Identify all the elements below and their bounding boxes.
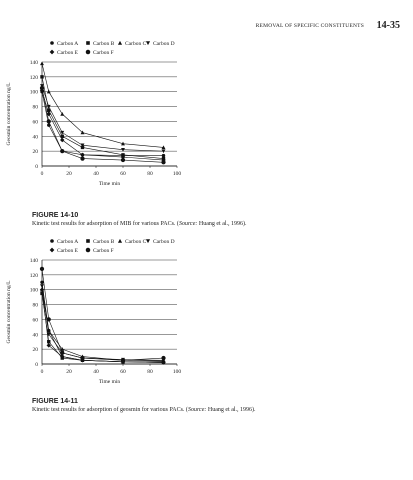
x-tick-label: 20	[66, 171, 72, 177]
legend-marker	[86, 248, 91, 253]
figure-14-11-chart	[0, 236, 200, 386]
series-carbon-c	[40, 288, 165, 363]
y-tick-label: 100	[29, 287, 38, 294]
data-point	[121, 158, 125, 162]
legend-label: Carbon C	[125, 239, 147, 245]
x-tick-label: 0	[40, 369, 44, 375]
x-axis-label: Time min	[98, 181, 121, 187]
legend-label: Carbon A	[57, 239, 79, 245]
y-tick-label: 120	[29, 272, 38, 279]
x-tick-label: 0	[40, 171, 44, 177]
legend-label: Carbon F	[93, 248, 114, 254]
y-tick-label: 60	[32, 119, 38, 126]
legend-label: Carbon E	[57, 50, 78, 56]
y-tick-label: 20	[32, 347, 38, 354]
x-axis-label: Time min	[98, 379, 121, 385]
series-carbon-c	[40, 61, 165, 149]
y-tick-label: 140	[29, 60, 38, 66]
data-point	[60, 112, 64, 116]
legend-label: Carbon C	[125, 41, 147, 47]
series-carbon-b	[40, 292, 165, 364]
figure-14-10-number: FIGURE 14-10	[32, 212, 79, 219]
x-tick-label: 100	[172, 369, 182, 375]
data-point	[60, 351, 64, 355]
series-line	[42, 63, 164, 147]
figure-14-10-caption	[32, 221, 247, 227]
caption-text: Huang et al., 1996).	[197, 221, 247, 227]
series-line	[42, 86, 164, 151]
figure-14-10-chart	[0, 38, 200, 188]
data-point	[80, 156, 84, 160]
legend-marker	[50, 41, 54, 45]
data-point	[47, 317, 51, 321]
caption-source: Source:	[178, 221, 198, 227]
x-tick-label: 80	[147, 171, 153, 177]
series-carbon-d	[40, 84, 165, 153]
legend	[50, 239, 175, 254]
data-point	[162, 154, 165, 157]
data-point	[161, 160, 165, 164]
legend-label: Carbon D	[153, 41, 175, 47]
y-axis-label: Geosmin concentration ng/L	[6, 280, 12, 344]
data-point	[40, 267, 44, 271]
legend-marker	[86, 239, 90, 243]
data-point	[47, 340, 50, 343]
data-point	[80, 356, 84, 360]
series-carbon-f	[40, 86, 166, 165]
y-tick-label: 80	[32, 302, 38, 309]
series-line	[42, 90, 164, 160]
y-tick-label: 0	[35, 164, 38, 170]
y-axis-label: Geosmin concentration ng/L	[6, 82, 12, 146]
y-tick-label: 140	[29, 258, 38, 264]
legend-label: Carbon B	[93, 41, 115, 47]
x-tick-label: 60	[120, 369, 126, 375]
data-point	[47, 119, 51, 123]
x-tick-label: 40	[93, 171, 99, 177]
legend-marker	[118, 41, 122, 45]
data-point	[121, 358, 125, 362]
legend-label: Carbon B	[93, 239, 115, 245]
series-carbon-e	[40, 288, 166, 365]
y-tick-label: 40	[32, 134, 38, 141]
legend-label: Carbon E	[57, 248, 78, 254]
y-tick-label: 40	[32, 332, 38, 339]
data-point	[161, 356, 165, 360]
data-point	[60, 138, 64, 142]
caption-text: Huang et al., 1996).	[206, 407, 256, 413]
data-point	[60, 149, 64, 153]
y-tick-label: 80	[32, 104, 38, 111]
data-point	[40, 284, 44, 288]
running-head	[240, 20, 400, 34]
legend-marker	[146, 41, 150, 45]
legend-marker	[50, 239, 54, 243]
legend-label: Carbon A	[57, 41, 79, 47]
legend-label: Carbon F	[93, 50, 114, 56]
x-tick-label: 60	[120, 171, 126, 177]
data-point	[80, 153, 84, 157]
legend-marker	[86, 41, 90, 45]
legend-marker	[118, 239, 122, 243]
figure-14-11-number: FIGURE 14-11	[32, 398, 78, 405]
caption-text: Kinetic test results for adsorption of MIB for various PACs. (	[32, 221, 179, 227]
page-number: 14-35	[376, 20, 400, 31]
y-tick-label: 20	[32, 149, 38, 156]
y-tick-label: 100	[29, 89, 38, 96]
data-point	[40, 86, 44, 90]
y-tick-label: 120	[29, 74, 38, 81]
legend-marker	[50, 248, 55, 253]
legend	[50, 41, 175, 56]
series-carbon-a	[40, 281, 165, 364]
legend-marker	[86, 50, 91, 55]
y-tick-label: 0	[35, 362, 38, 368]
caption-source: Source:	[187, 407, 207, 413]
x-tick-label: 100	[172, 171, 182, 177]
data-point	[40, 75, 43, 78]
legend-marker	[146, 239, 150, 243]
x-tick-label: 40	[93, 369, 99, 375]
figure-14-11-caption	[32, 407, 256, 413]
caption-text: Kinetic test results for adsorption of geosmin for various PACs. (	[32, 407, 188, 413]
x-tick-label: 20	[66, 369, 72, 375]
legend-label: Carbon D	[153, 239, 175, 245]
x-tick-label: 80	[147, 369, 153, 375]
legend-marker	[50, 50, 55, 55]
running-head-title: REMOVAL OF SPECIFIC CONSTITUENTS	[255, 23, 364, 29]
data-point	[40, 281, 43, 284]
series-line	[42, 290, 164, 363]
y-tick-label: 60	[32, 317, 38, 324]
